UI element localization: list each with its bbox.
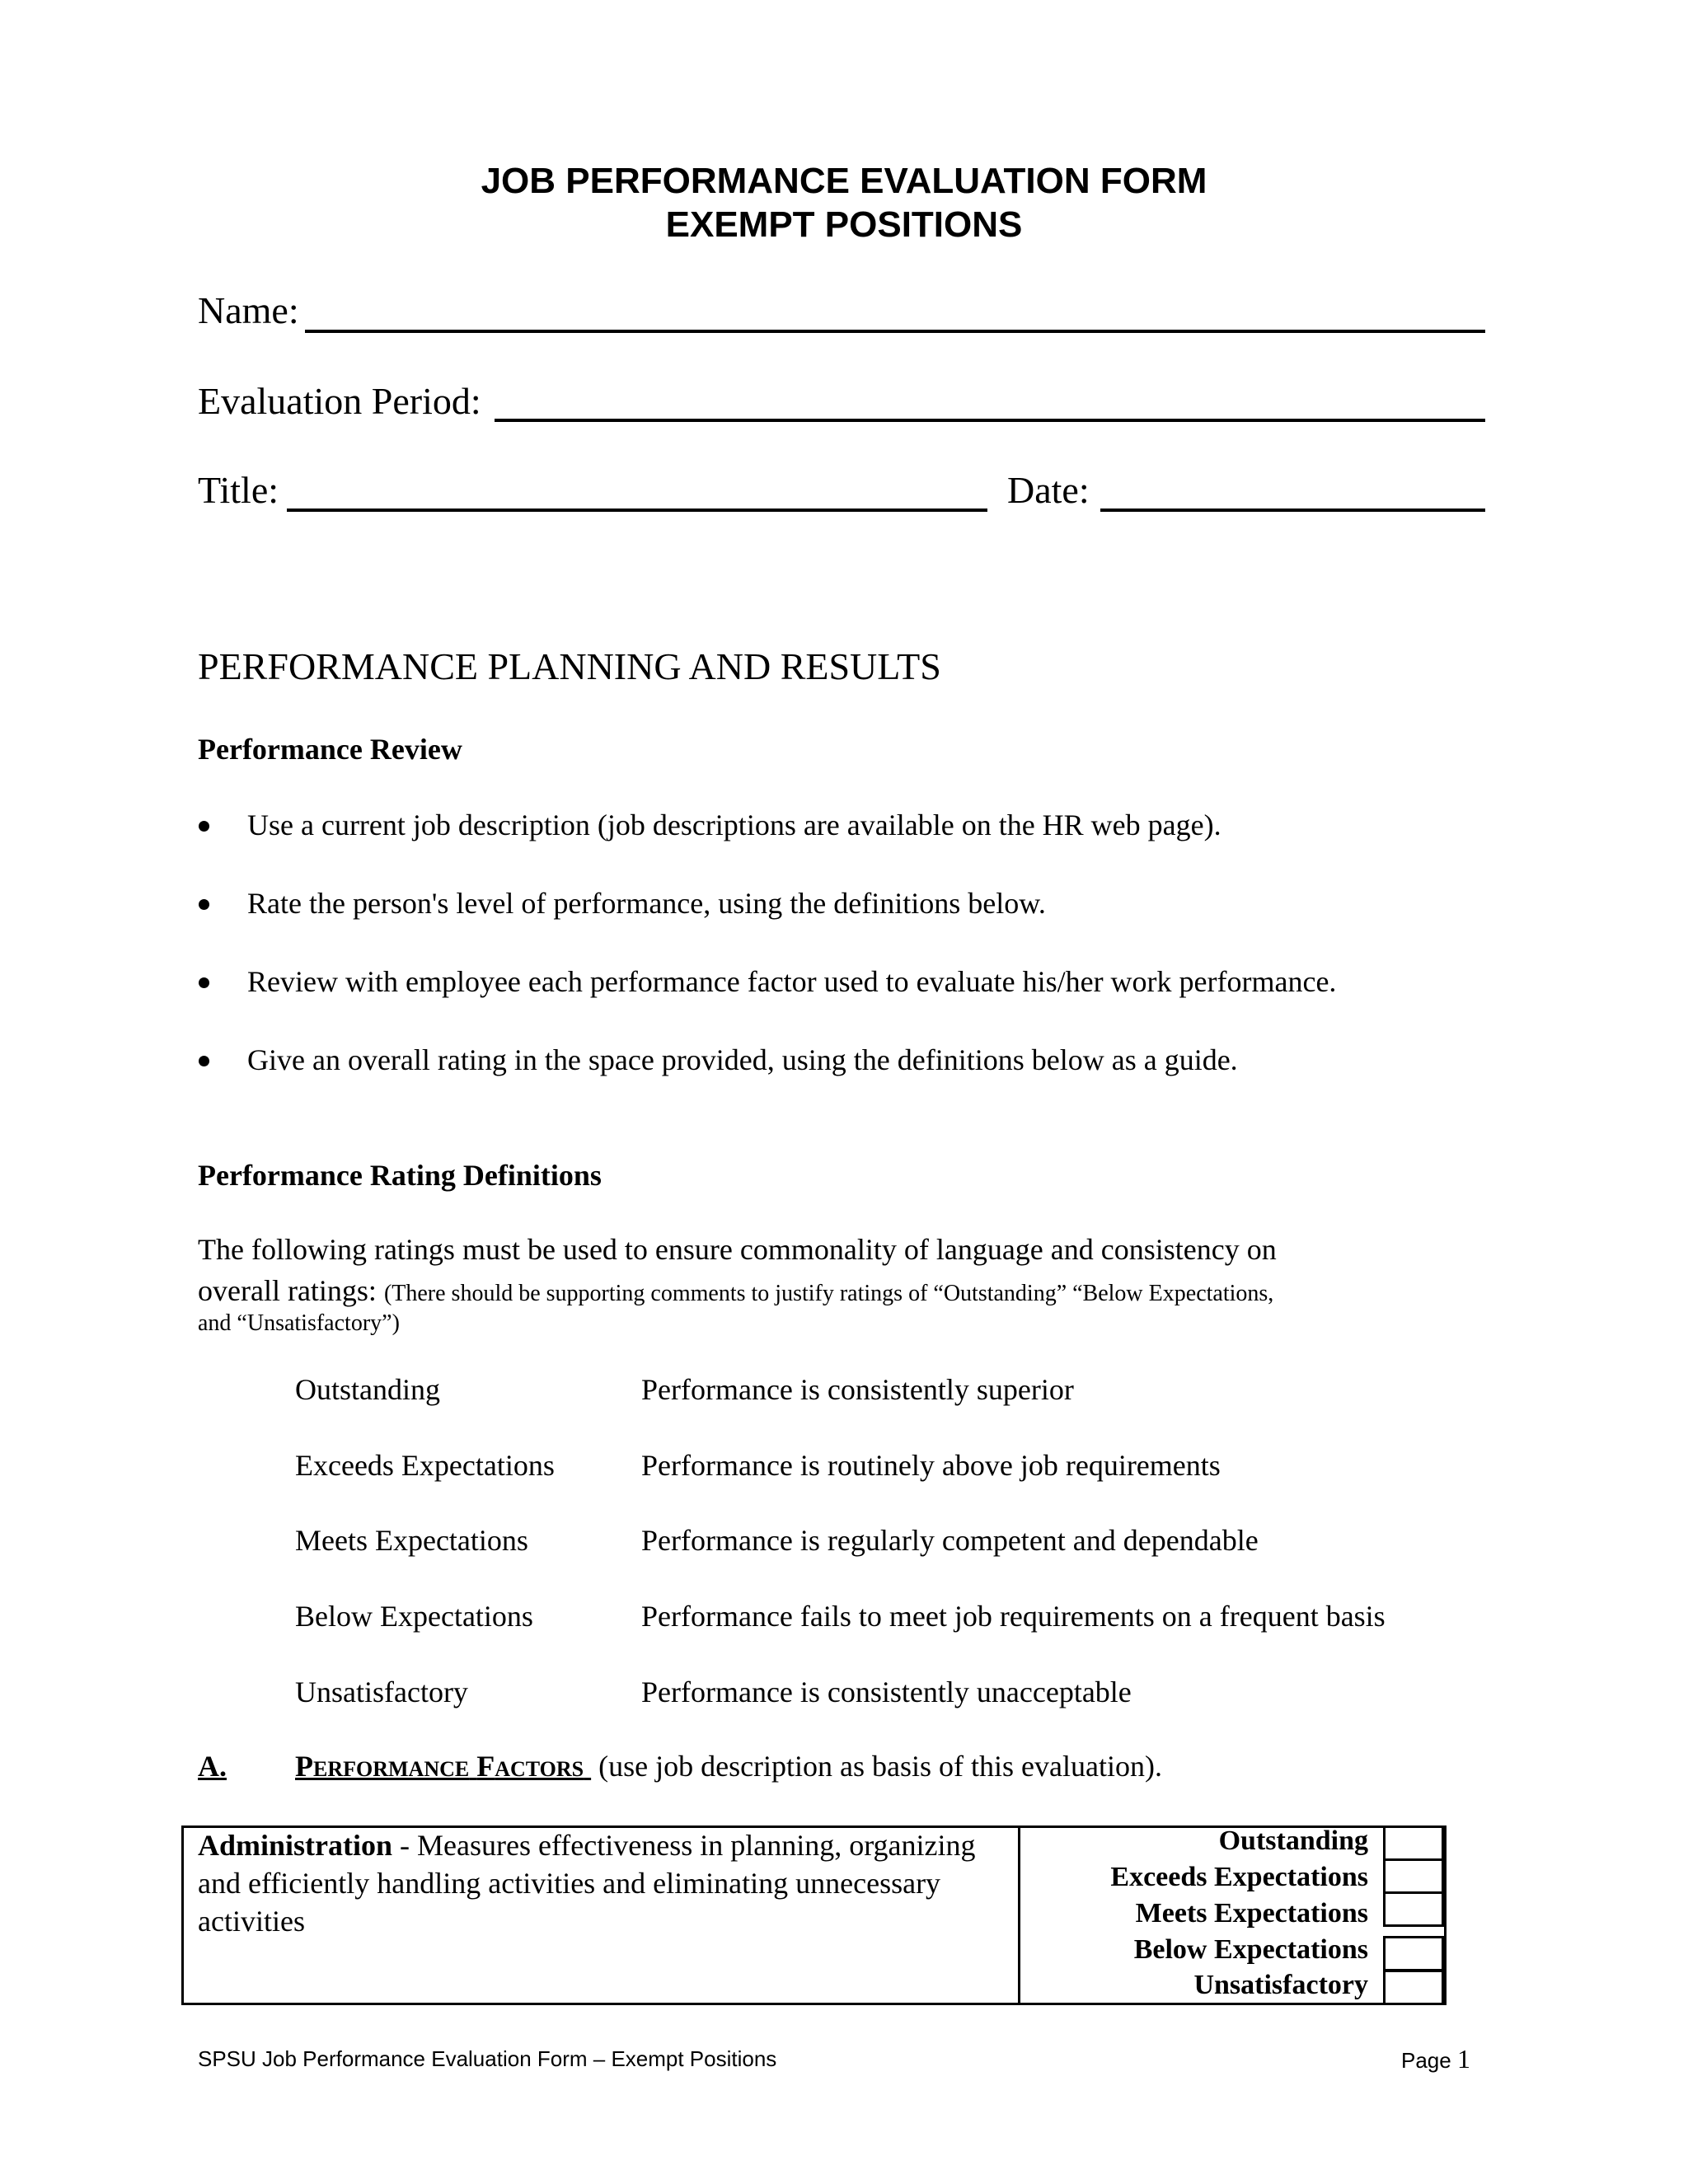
- definitions-intro: The following ratings must be used to ensure commonality of language and consistency on: [198, 1233, 1277, 1266]
- bullet-icon: [199, 821, 209, 832]
- factors-title-rest1: ERFORMANCE: [313, 1757, 470, 1781]
- rating-option-label: Outstanding: [1218, 1825, 1368, 1856]
- date-label: Date:: [1007, 469, 1090, 511]
- date-field[interactable]: [1100, 509, 1485, 512]
- rating-term: Below Expectations: [295, 1600, 533, 1633]
- evaluation-period-label: Evaluation Period:: [198, 380, 481, 422]
- page-label: Page: [1401, 2048, 1451, 2073]
- factors-heading: [198, 1749, 1162, 1783]
- checkbox-below-expectations[interactable]: [1383, 1936, 1444, 1971]
- bullet-icon: [199, 977, 209, 988]
- section-heading: PERFORMANCE PLANNING AND RESULTS: [198, 645, 941, 687]
- review-bullet: Use a current job description (job descriptions are available on the HR web page).: [247, 808, 1221, 841]
- name-label: Name:: [198, 289, 299, 331]
- checkbox-exceeds-expectations[interactable]: [1383, 1858, 1444, 1894]
- title-label: Title:: [198, 469, 279, 511]
- factors-letter: A.: [198, 1750, 227, 1783]
- factors-title-cap1: P: [295, 1750, 313, 1783]
- administration-text: - Measures effectiveness in planning, organizing and efficiently handling activities and eliminating unnecessary activities: [198, 1829, 976, 1938]
- rating-description: Performance is regularly competent and dependable: [641, 1524, 1259, 1557]
- name-field[interactable]: [305, 330, 1485, 333]
- page-number: [1401, 2044, 1470, 2074]
- rating-term: Meets Expectations: [295, 1524, 528, 1557]
- review-bullet: Review with employee each performance factor used to evaluate his/her work performance.: [247, 965, 1337, 998]
- bullet-icon: [199, 899, 209, 910]
- definitions-heading: Performance Rating Definitions: [198, 1159, 602, 1192]
- administration-name: Administration: [198, 1829, 393, 1862]
- review-bullet: Give an overall rating in the space provided, using the definitions below as a guide.: [247, 1043, 1238, 1076]
- form-subtitle: EXEMPT POSITIONS: [665, 204, 1023, 245]
- definitions-note: (There should be supporting comments to justify ratings of “Outstanding” “Below Expectations,: [383, 1281, 1274, 1306]
- checkbox-meets-expectations[interactable]: [1383, 1891, 1444, 1927]
- review-heading: Performance Review: [198, 733, 462, 766]
- rating-description: Performance is consistently unacceptable: [641, 1675, 1132, 1708]
- rating-description: Performance is consistently superior: [641, 1373, 1074, 1406]
- evaluation-period-field[interactable]: [495, 419, 1485, 422]
- checkbox-unsatisfactory[interactable]: [1383, 1970, 1444, 2005]
- factors-title-cap2: F: [476, 1750, 495, 1783]
- factors-title-rest2: ACTORS: [495, 1757, 584, 1781]
- page-num: 1: [1456, 2044, 1470, 2074]
- rating-term: Outstanding: [295, 1373, 440, 1406]
- rating-option-label: Meets Expectations: [1135, 1898, 1368, 1929]
- rating-description: Performance fails to meet job requirements on a frequent basis: [641, 1600, 1386, 1633]
- review-bullet: Rate the person's level of performance, using the definitions below.: [247, 887, 1046, 920]
- definitions-note-line3: and “Unsatisfactory”): [198, 1310, 400, 1336]
- checkbox-outstanding[interactable]: [1383, 1825, 1444, 1861]
- title-field[interactable]: [287, 509, 987, 512]
- bullet-icon: [199, 1056, 209, 1066]
- definitions-intro-line2: [198, 1273, 1273, 1308]
- definitions-intro-main: overall ratings:: [198, 1274, 377, 1307]
- factors-note: (use job description as basis of this evaluation).: [598, 1750, 1162, 1783]
- factors-title: [295, 1750, 591, 1783]
- rating-description: Performance is routinely above job requirements: [641, 1449, 1221, 1482]
- footer-text: SPSU Job Performance Evaluation Form – Exempt Positions: [198, 2046, 777, 2071]
- rating-term: Exceeds Expectations: [295, 1449, 555, 1482]
- rating-term: Unsatisfactory: [295, 1675, 468, 1708]
- rating-option-label: Below Expectations: [1133, 1934, 1368, 1965]
- form-title: JOB PERFORMANCE EVALUATION FORM: [481, 161, 1207, 201]
- rating-option-label: Exceeds Expectations: [1110, 1862, 1368, 1892]
- administration-description: [198, 1826, 997, 1940]
- rating-option-label: Unsatisfactory: [1193, 1970, 1368, 2000]
